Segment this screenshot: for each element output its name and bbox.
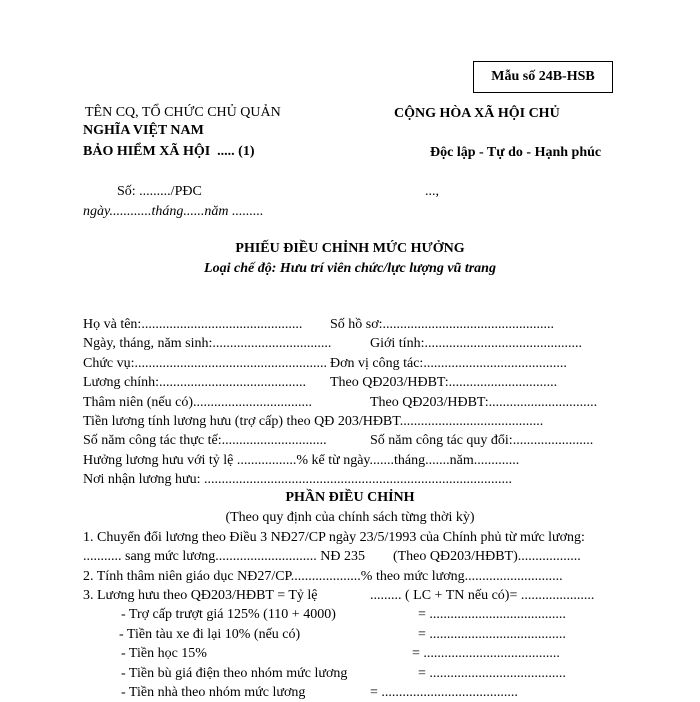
header-country-line1: CỘNG HÒA XÃ HỘI CHỦ xyxy=(394,106,560,121)
field-position: Chức vụ:....................................................... xyxy=(83,356,328,371)
form-code-box: Mẫu số 24B-HSB xyxy=(473,61,613,93)
field-receive-place: Nơi nhận lương hưu: ........................................................................................ xyxy=(83,472,512,487)
field-date-of-birth: Ngày, tháng, năm sinh:.................................. xyxy=(83,336,332,351)
field-gender: Giới tính:............................................. xyxy=(370,336,582,351)
header-agency-line1: TÊN CQ, TỔ CHỨC CHỦ QUẢN xyxy=(85,105,281,120)
field-pension-rate: Hưởng lương hưu với tỷ lệ .................% kể từ ngày.......tháng.......năm............. xyxy=(83,453,520,468)
page-title: PHIẾU ĐIỀU CHỈNH MỨC HƯỞNG xyxy=(235,241,465,256)
field-qd203-salary: Theo QĐ203/HĐBT:............................... xyxy=(330,375,558,390)
field-pension-basis: Tiền lương tính lương hưu (trợ cấp) theo QĐ 203/HĐBT......................................... xyxy=(83,414,544,429)
page-subtitle: Loại chế độ: Hưu trí viên chức/lực lượng vũ trang xyxy=(204,261,496,276)
sub-item-electricity: - Tiền bù giá điện theo nhóm mức lương xyxy=(121,666,348,681)
field-full-name: Họ và tên:.............................................. xyxy=(83,317,303,332)
section-title: PHẦN ĐIỀU CHỈNH xyxy=(285,490,415,505)
field-actual-years: Số năm công tác thực tế:.............................. xyxy=(83,433,327,448)
sub-item-electricity-value: = ....................................... xyxy=(418,666,566,681)
document-number: Số: ........./PĐC xyxy=(117,184,202,199)
header-country-line2: NGHĨA VIỆT NAM xyxy=(83,123,204,138)
item-1-line-2: ........... sang mức lương............................. NĐ 235 (Theo QĐ203/HĐBT).................. xyxy=(83,549,581,564)
sub-item-study: - Tiền học 15% xyxy=(121,646,207,661)
section-note: (Theo quy định của chính sách từng thời kỳ) xyxy=(225,510,475,525)
document-place: ..., xyxy=(425,184,443,199)
header-agency-line2: BẢO HIỂM XÃ HỘI ..... (1) xyxy=(83,144,255,159)
field-qd203-seniority: Theo QĐ203/HĐBT:............................... xyxy=(370,395,598,410)
field-file-number: Số hồ sơ:................................................. xyxy=(330,317,555,332)
item-3-label: 3. Lương hưu theo QĐ203/HĐBT = Tỷ lệ xyxy=(83,588,318,603)
field-converted-years: Số năm công tác quy đổi:....................... xyxy=(370,433,594,448)
item-2: 2. Tính thâm niên giáo dục NĐ27/CP....................% theo mức lương............................ xyxy=(83,569,563,584)
sub-item-travel: - Tiền tàu xe đi lại 10% (nếu có) xyxy=(119,627,301,642)
field-work-unit: Đơn vị công tác:......................................... xyxy=(330,356,567,371)
sub-item-study-value: = ....................................... xyxy=(412,646,560,661)
item-1-line-1: 1. Chuyển đổi lương theo Điều 3 NĐ27/CP ngày 23/5/1993 của Chính phủ từ mức lương: xyxy=(83,530,585,545)
field-seniority: Thâm niên (nếu có).................................. xyxy=(83,395,313,410)
item-3-value: ......... ( LC + TN nếu có)= ..................... xyxy=(370,588,595,603)
field-main-salary: Lương chính:.......................................... xyxy=(83,375,307,390)
sub-item-price-subsidy-value: = ....................................... xyxy=(418,607,566,622)
sub-item-price-subsidy: - Trợ cấp trượt giá 125% (110 + 4000) xyxy=(121,607,336,622)
sub-item-housing: - Tiền nhà theo nhóm mức lương xyxy=(121,685,306,700)
document-date: ngày............tháng......năm ......... xyxy=(83,204,264,219)
header-motto: Độc lập - Tự do - Hạnh phúc xyxy=(430,145,602,160)
sub-item-housing-value: = ....................................... xyxy=(370,685,518,700)
sub-item-travel-value: = ....................................... xyxy=(418,627,566,642)
